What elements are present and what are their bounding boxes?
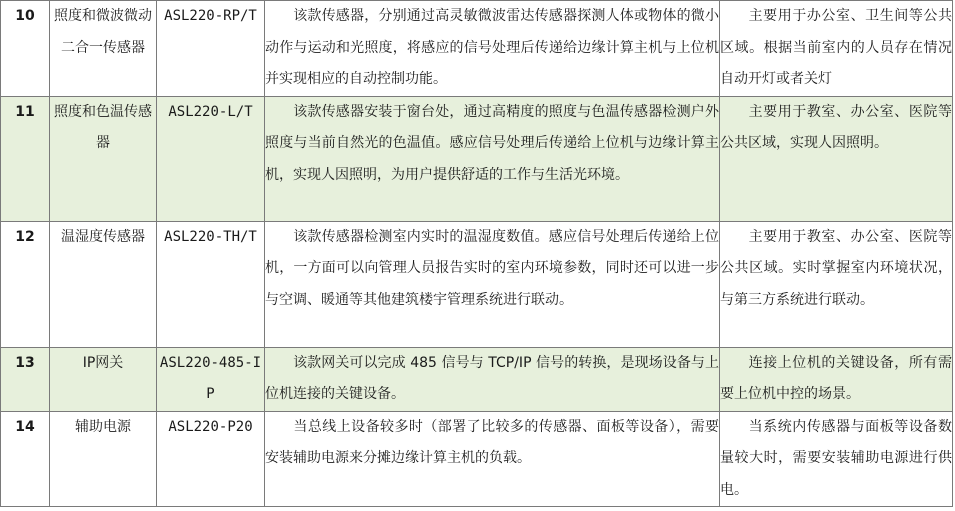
description-text: 该款网关可以完成 485 信号与 TCP/IP 信号的转换，是现场设备与上位机连接的关键设备。 [265,354,719,402]
table-row [1,411,953,507]
product-name: 照度和色温传感器 [50,96,157,221]
product-name: 照度和微波微动二合一传感器 [50,1,157,97]
application-text: 当系统内传感器与面板等设备数量较大时，需要安装辅助电源进行供电。 [720,418,952,498]
description-text: 该款传感器检测室内实时的温湿度数值。感应信号处理后传递给上位机，一方面可以向管理人员报告实时的室内环境参数，同时还可以进一步与空调、暖通等其他建筑楼宇管理系统进行联动。 [265,228,719,308]
model-number: ASL220-TH/T [157,221,265,347]
application-text: 主要用于教室、办公室、医院等公共区域，实现人因照明。 [720,103,952,151]
application-scenario [720,1,953,97]
product-description [265,221,720,347]
model-number: ASL220-RP/T [157,1,265,97]
model-number: ASL220-P20 [157,411,265,507]
product-name: IP网关 [50,347,157,411]
product-description [265,96,720,221]
row-number: 11 [1,96,50,221]
row-number: 14 [1,411,50,507]
description-text: 该款传感器安装于窗台处，通过高精度的照度与色温传感器检测户外照度与当前自然光的色温值。感应信号处理后传递给上位机与边缘计算主机，实现人因照明，为用户提供舒适的工作与生活光环境。 [265,103,719,183]
model-number: ASL220-485-IP [157,347,265,411]
application-scenario [720,221,953,347]
row-number: 10 [1,1,50,97]
product-description [265,411,720,507]
application-scenario [720,96,953,221]
product-description [265,347,720,411]
row-number: 12 [1,221,50,347]
application-text: 主要用于办公室、卫生间等公共区域。根据当前室内的人员存在情况自动开灯或者关灯 [720,8,952,87]
row-number: 13 [1,347,50,411]
table-row [1,221,953,347]
product-name: 温湿度传感器 [50,221,157,347]
application-text: 连接上位机的关键设备，所有需要上位机中控的场景。 [720,354,952,402]
product-description [265,1,720,97]
table-row [1,96,953,221]
application-scenario [720,347,953,411]
description-text: 该款传感器，分别通过高灵敏微波雷达传感器探测人体或物体的微小动作与运动和光照度，将感应的信号处理后传递给边缘计算主机与上位机并实现相应的自动控制功能。 [265,8,719,87]
product-name: 辅助电源 [50,411,157,507]
table-row [1,347,953,411]
application-text: 主要用于教室、办公室、医院等公共区域。实时掌握室内环境状况，与第三方系统进行联动。 [720,228,952,308]
model-number: ASL220-L/T [157,96,265,221]
application-scenario [720,411,953,507]
description-text: 当总线上设备较多时（部署了比较多的传感器、面板等设备），需要安装辅助电源来分摊边缘计算主机的负载。 [265,418,719,466]
table-row [1,1,953,97]
